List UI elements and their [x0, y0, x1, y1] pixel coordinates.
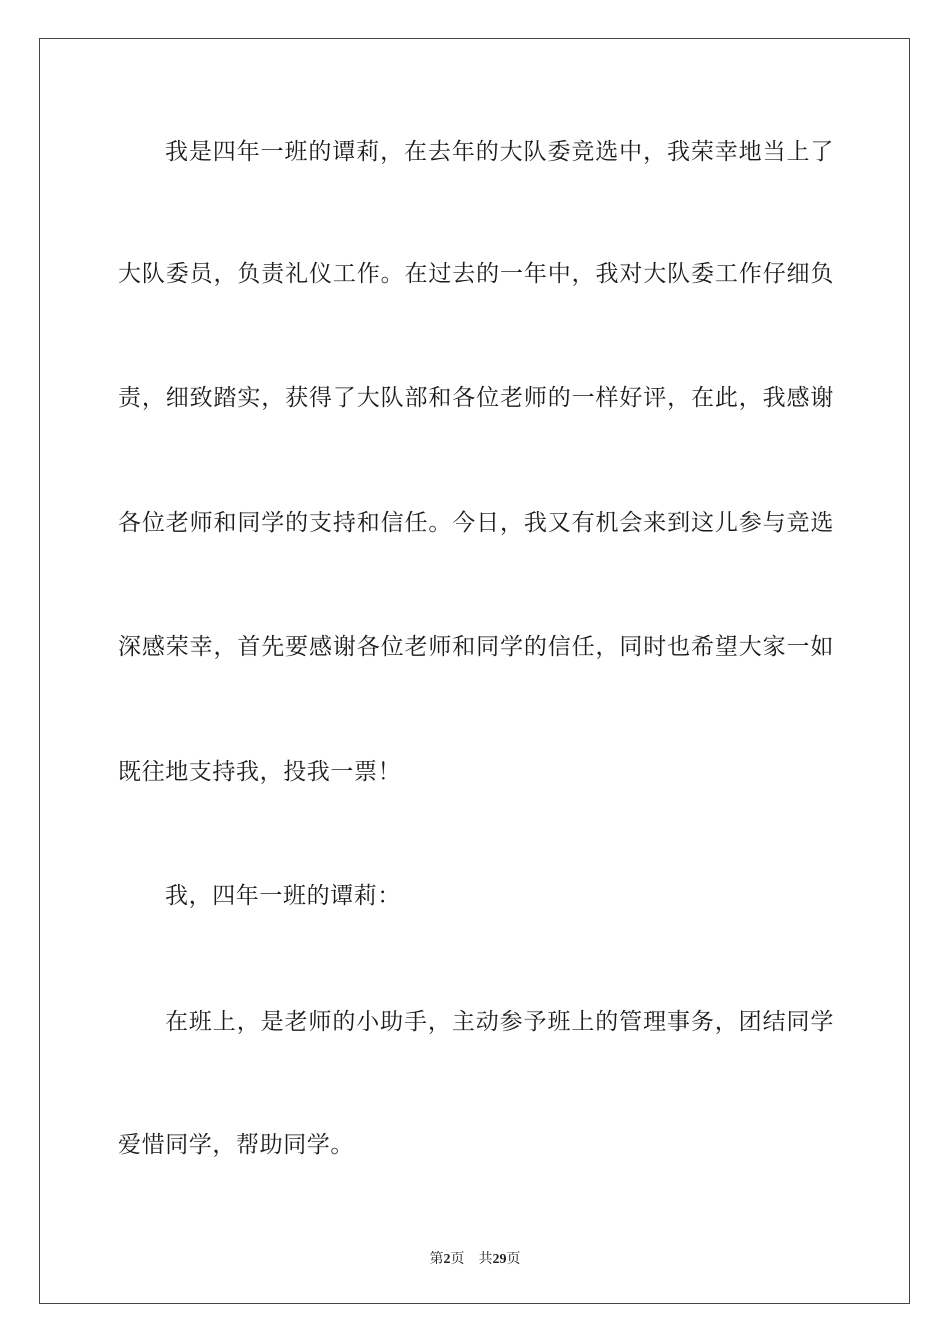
page-border: [39, 38, 910, 1304]
paragraph-line-4: 各位老师和同学的支持和信任。今日，我又有机会来到这儿参与竞选: [118, 510, 834, 536]
paragraph-line-6: 既往地支持我，投我一票！: [118, 759, 402, 785]
paragraph-line-5: 深感荣幸，首先要感谢各位老师和同学的信任，同时也希望大家一如: [118, 634, 834, 660]
page-prefix: 第: [429, 1252, 444, 1267]
paragraph-line-3: 责，细致踏实，获得了大队部和各位老师的一样好评，在此，我感谢: [118, 385, 834, 411]
total-prefix: 共: [478, 1252, 493, 1267]
page-suffix: 页: [450, 1252, 465, 1267]
paragraph-line-9: 爱惜同学，帮助同学。: [118, 1132, 354, 1158]
paragraph-line-2: 大队委员，负责礼仪工作。在过去的一年中，我对大队委工作仔细负: [118, 261, 834, 287]
paragraph-line-7: 我，四年一班的谭莉：: [165, 883, 401, 909]
page-footer: [0, 1248, 950, 1268]
paragraph-line-1: 我是四年一班的谭莉，在去年的大队委竞选中，我荣幸地当上了: [165, 139, 834, 165]
total-pages: 29: [492, 1252, 507, 1267]
paragraph-line-8: 在班上，是老师的小助手，主动参予班上的管理事务，团结同学: [165, 1009, 834, 1035]
total-suffix: 页: [506, 1252, 521, 1267]
page-number: 2: [443, 1252, 451, 1267]
